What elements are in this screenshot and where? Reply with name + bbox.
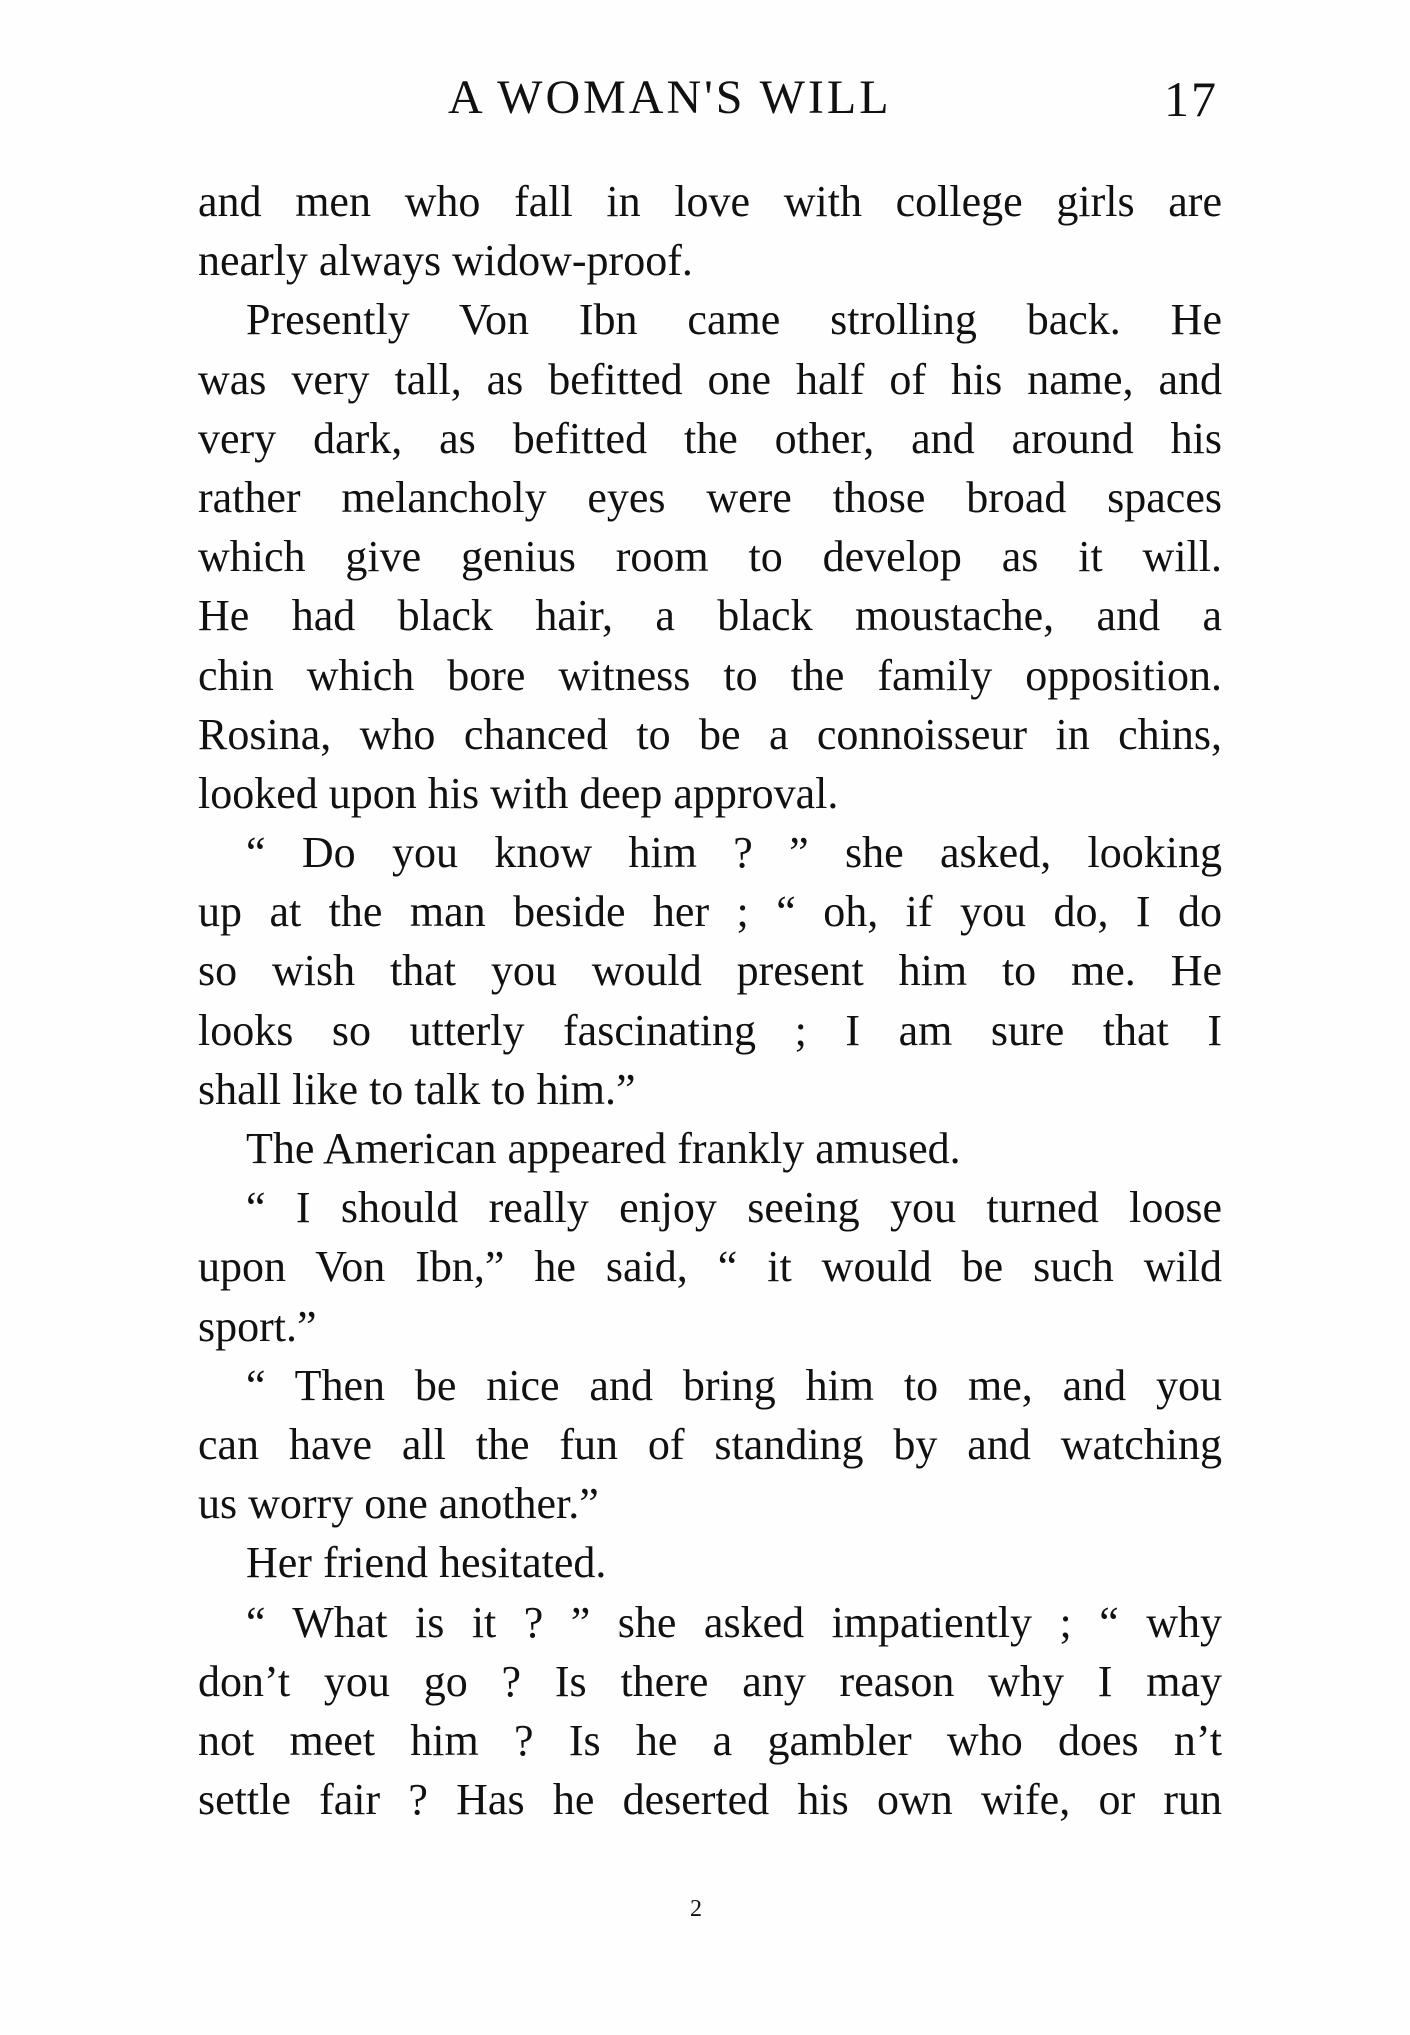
text-line: up at the man beside her ; “ oh, if you do, I do [198,887,1222,937]
text-line: not meet him ? Is he a gambler who does n’t [198,1715,1222,1765]
signature-mark: 2 [690,1896,702,1922]
text-line: very dark, as befitted the other, and around his [198,413,1222,463]
text-line: “ What is it ? ” she asked impatiently ; “ why [246,1597,1222,1647]
page-number: 17 [1164,71,1218,127]
text-line: us worry one another.” [198,1479,599,1529]
text-line: settle fair ? Has he deserted his own wife, or run [198,1775,1222,1825]
text-line: looked upon his with deep approval. [198,768,839,818]
text-line: sport.” [198,1301,317,1351]
page-header [198,70,1218,150]
text-line: “ Do you know him ? ” she asked, looking [246,828,1222,878]
text-line: and men who fall in love with college girls are [198,177,1222,226]
text-line: can have all the fun of standing by and watching [198,1419,1222,1469]
text-line: nearly always widow-proof. [198,236,693,286]
text-line: He had black hair, a black moustache, and a [198,591,1222,641]
text-line: Presently Von Ibn came strolling back. He [246,295,1222,345]
text-line: “ I should really enjoy seeing you turned loose [246,1183,1222,1233]
text-line: The American appeared frankly amused. [246,1124,961,1173]
text-line: upon Von Ibn,” he said, “ it would be such wild [198,1242,1222,1292]
body-text [198,172,1222,1829]
text-line: chin which bore witness to the family opposition. [198,650,1222,700]
text-line: looks so utterly fascinating ; I am sure that I [198,1005,1222,1055]
text-line: rather melancholy eyes were those broad spaces [198,472,1222,522]
text-line: so wish that you would present him to me. He [198,946,1222,996]
text-line: Her friend hesitated. [246,1538,607,1588]
text-line: shall like to talk to him.” [198,1064,636,1114]
text-line: Rosina, who chanced to be a connoisseur in chins, [198,709,1222,759]
running-title: A WOMAN'S WILL [448,71,892,124]
text-line: “ Then be nice and bring him to me, and you [246,1360,1222,1410]
text-line: was very tall, as befitted one half of his name, and [198,354,1222,404]
text-line: which give genius room to develop as it will. [198,532,1222,582]
text-line: don’t you go ? Is there any reason why I may [198,1656,1222,1706]
